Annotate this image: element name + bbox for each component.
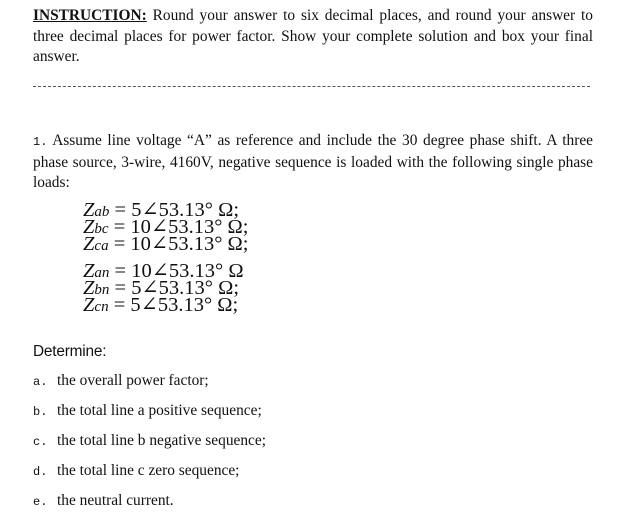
question-text: the neutral current. (57, 492, 174, 509)
question-text: the overall power factor; (57, 372, 209, 389)
instruction-paragraph (33, 6, 593, 68)
load-subscript: ab (94, 204, 110, 220)
load-value: = 10∠53.13° Ω; (108, 233, 249, 255)
load-subscript: an (94, 265, 110, 281)
load-symbol: Z (83, 277, 95, 299)
question-text: the total line c zero sequence; (57, 462, 240, 479)
load-value: = 5∠53.13° Ω; (109, 199, 240, 221)
load-symbol: Z (83, 233, 95, 255)
problem-text: Assume line voltage “A” as reference and include the 30 degree phase shift. A three phase source, 3-wire, 4160V, negative sequence is loaded with the following single phase loads: (33, 132, 593, 191)
load-value: = 5∠53.13° Ω; (109, 277, 240, 299)
question-letter: e. (33, 495, 48, 509)
question-text: the total line b negative sequence; (57, 432, 266, 449)
question-letter: a. (33, 375, 48, 389)
instruction-text: Round your answer to six decimal places, and round your answer to three decimal places for power factor. Show your complete solution and box your final answer. (33, 7, 593, 65)
load-value: = 10∠53.13° Ω; (108, 216, 249, 238)
problem-statement (33, 131, 593, 194)
question-item-c (33, 432, 266, 450)
question-item-d (33, 462, 239, 480)
question-letter: b. (33, 405, 48, 419)
load-subscript: ca (94, 238, 109, 254)
load-symbol: Z (83, 294, 95, 316)
question-letter: c. (33, 435, 48, 449)
problem-number: 1. (33, 135, 48, 149)
load-subscript: bn (94, 282, 110, 298)
question-item-e (33, 492, 174, 510)
load-subscript: bc (94, 221, 109, 237)
determine-heading: Determine: (33, 343, 107, 360)
load-symbol: Z (83, 216, 95, 238)
load-symbol: Z (83, 199, 95, 221)
load-symbol: Z (83, 260, 95, 282)
question-letter: d. (33, 465, 48, 479)
section-divider (33, 86, 590, 87)
load-zca (83, 234, 248, 256)
question-item-a (33, 372, 209, 390)
load-value: = 5∠53.13° Ω; (108, 294, 239, 316)
instruction-label: INSTRUCTION: (33, 7, 147, 24)
load-subscript: cn (94, 299, 109, 315)
question-text: the total line a positive sequence; (57, 402, 262, 419)
load-value: = 10∠53.13° Ω (109, 260, 244, 282)
question-item-b (33, 402, 262, 420)
load-zcn (83, 295, 238, 317)
